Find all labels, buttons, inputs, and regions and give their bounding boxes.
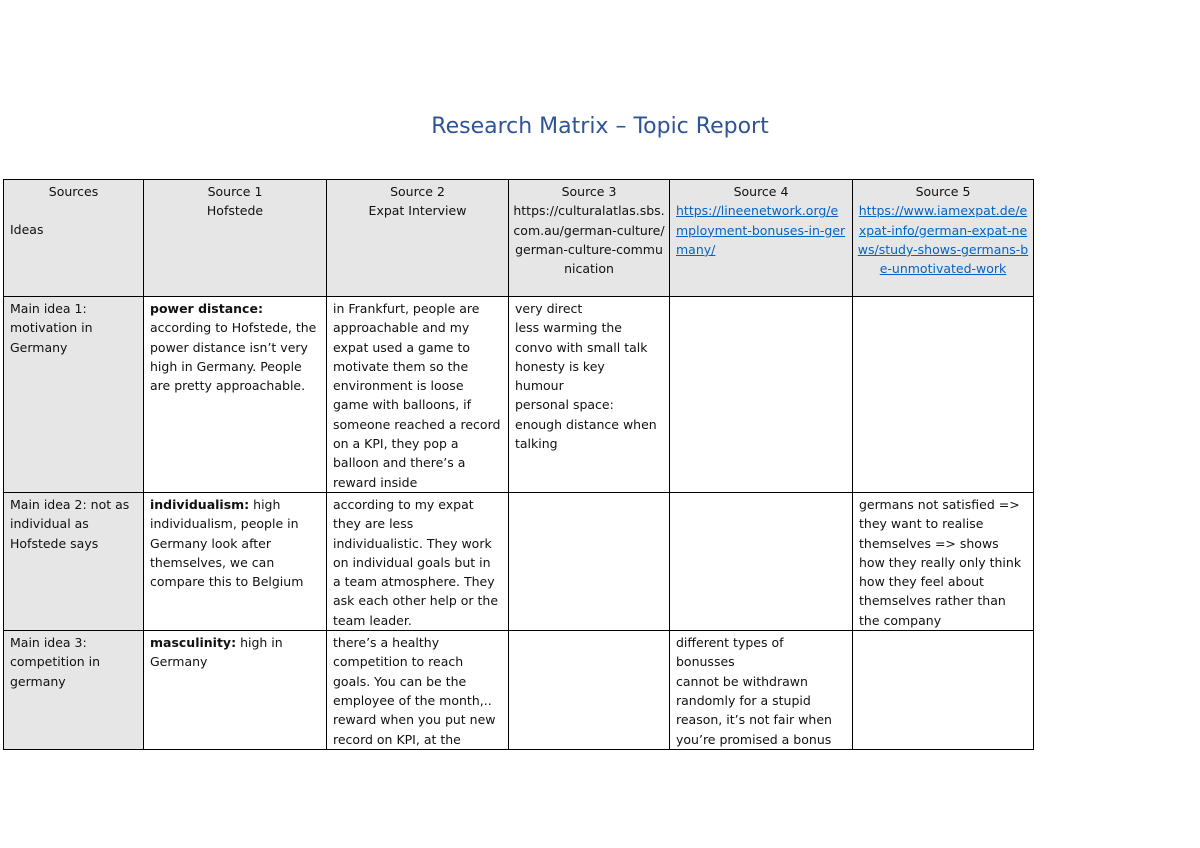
row-2-source-1-text: high individualism, people in Germany look after themselves, we can compare this to Belgium <box>150 496 304 590</box>
row-1-source-2-cell: in Frankfurt, people are approachable and my expat used a game to motivate them so the environment is loose game with balloons, if someone reached a record on a KPI, they pop a balloon and there’s a reward inside <box>327 297 509 493</box>
source-2-header <box>327 180 509 297</box>
row-3-source-4-line: different types of bonusses <box>676 635 784 670</box>
row-1-source-5-cell <box>853 297 1034 493</box>
sources-label: Sources <box>48 184 99 199</box>
row-3-source-2-cell: there’s a healthy competition to reach goals. You can be the employee of the month,.. reward when you put new record on KPI, at the <box>327 631 509 750</box>
source-2-name: Source 2 <box>390 184 445 199</box>
source-2-ref: Expat Interview <box>368 203 467 219</box>
research-matrix-table <box>3 179 1034 750</box>
row-3-source-1-text: high in Germany <box>150 635 283 670</box>
row-3-idea: Main idea 3: competition in germany <box>4 631 144 750</box>
row-3-source-4-cell <box>670 631 853 750</box>
source-5-header <box>853 180 1034 297</box>
row-1-source-3-line: less warming the convo with small talk <box>515 320 648 355</box>
row-2-source-1-keyword: individualism: <box>150 496 250 512</box>
source-4-link[interactable]: https://lineenetwork.org/employment-bonuses-in-germany/ <box>676 203 846 257</box>
row-3-source-4-line: cannot be withdrawn randomly for a stupid reason, it’s not fair when you’re promised a bonus <box>676 673 832 747</box>
row-3-source-1-cell <box>144 631 327 750</box>
row-1-source-1-cell <box>144 297 327 493</box>
source-5-link[interactable]: https://www.iamexpat.de/expat-info/german-expat-news/study-shows-germans-be-unmotivated-work <box>857 203 1029 277</box>
row-3-source-5-cell <box>853 631 1034 750</box>
row-1-source-1-text: according to Hofstede, the power distance isn’t very high in Germany. People are pretty approachable. <box>150 320 317 394</box>
source-1-ref: Hofstede <box>206 203 264 219</box>
row-1-source-3-line: personal space: enough distance when talking <box>515 397 657 452</box>
row-3-source-1-keyword: masculinity: <box>150 635 237 651</box>
row-1-source-3-line: very direct <box>515 301 583 316</box>
row-2-source-4-cell <box>670 492 853 630</box>
row-2-source-2-cell: according to my expat they are less individualistic. They work on individual goals but in a team atmosphere. They ask each other help or the team leader. <box>327 492 509 630</box>
source-5-name: Source 5 <box>915 184 971 199</box>
row-1-idea: Main idea 1: motivation in Germany <box>4 297 144 493</box>
table-row <box>4 492 1034 630</box>
source-1-header <box>144 180 327 297</box>
ideas-label: Ideas <box>10 222 44 238</box>
corner-cell <box>4 180 144 297</box>
header-row <box>4 180 1034 297</box>
row-1-source-3-cell <box>509 297 670 493</box>
source-3-name: Source 3 <box>561 184 617 199</box>
row-2-source-5-cell: germans not satisfied => they want to realise themselves => shows how they really only think how they feel about themselves rather than the company <box>853 492 1034 630</box>
row-1-source-3-line: humour <box>515 378 564 394</box>
row-1-source-3-line: honesty is key <box>515 358 605 374</box>
row-2-idea: Main idea 2: not as individual as Hofstede says <box>4 492 144 630</box>
document-title: Research Matrix – Topic Report <box>431 114 769 139</box>
source-1-name: Source 1 <box>207 184 263 199</box>
source-4-name: Source 4 <box>733 184 789 199</box>
table-row <box>4 631 1034 750</box>
source-4-header <box>670 180 853 297</box>
table-row <box>4 297 1034 493</box>
source-3-ref: https://culturalatlas.sbs.com.au/german-culture/german-culture-communication <box>513 203 665 277</box>
row-1-source-4-cell <box>670 297 853 493</box>
source-3-header <box>509 180 670 297</box>
row-3-source-3-cell <box>509 631 670 750</box>
row-2-source-1-cell <box>144 492 327 630</box>
row-2-source-3-cell <box>509 492 670 630</box>
row-1-source-1-keyword: power distance: <box>150 301 263 316</box>
